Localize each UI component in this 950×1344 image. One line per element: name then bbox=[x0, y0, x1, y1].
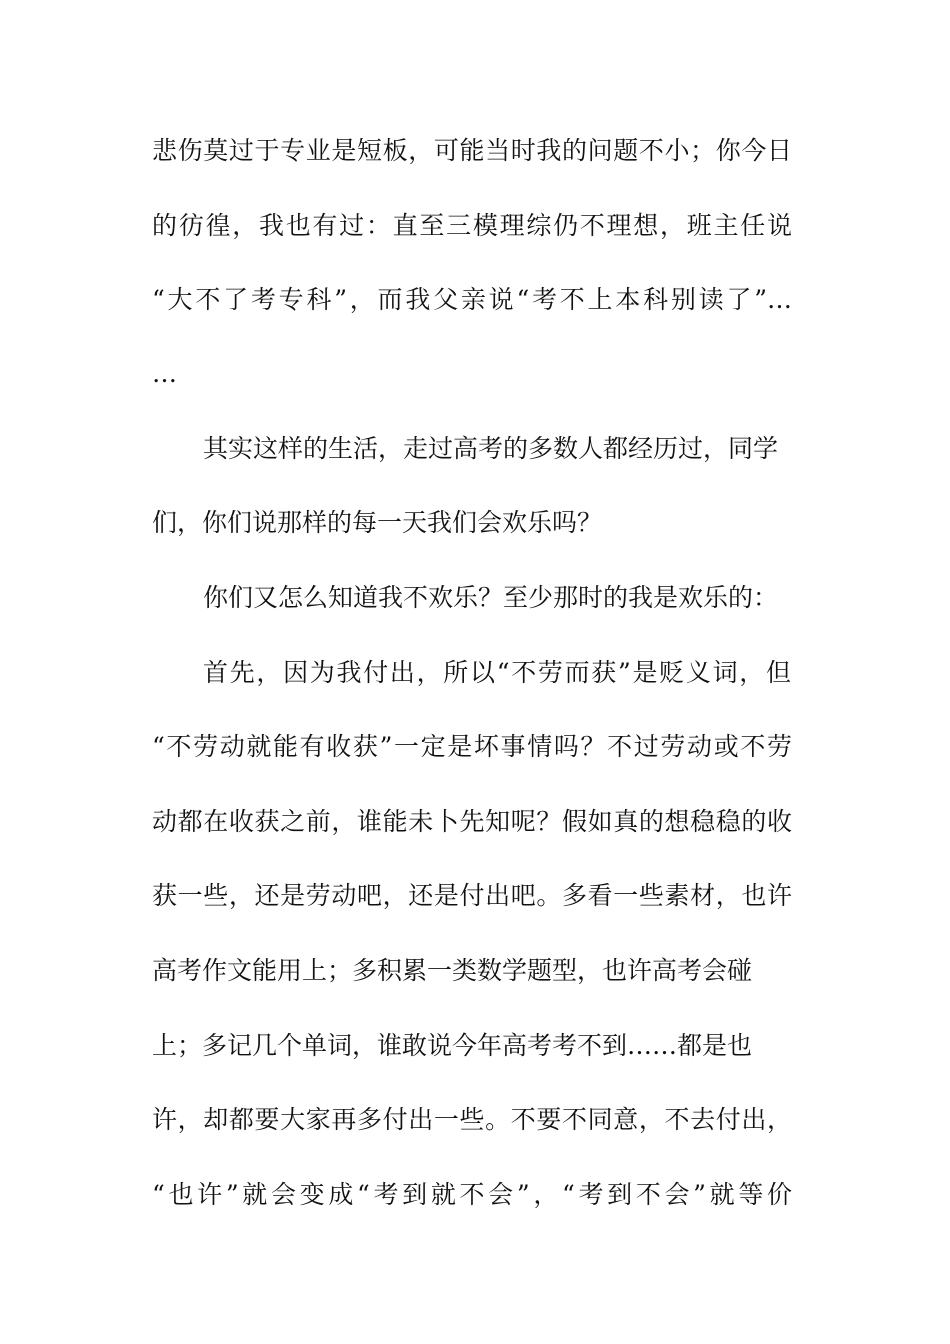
text-line-11: 获一些，还是劳动吧，还是付出吧。多看一些素材，也许 bbox=[152, 881, 792, 910]
text-line-14: 许，却都要大家再多付出一些。不要不同意，不去付出， bbox=[152, 1105, 792, 1134]
text-line-6: 们，你们说那样的每一天我们会欢乐吗？ bbox=[152, 508, 603, 537]
text-line-5: 其实这样的生活，走过高考的多数人都经历过，同学 bbox=[203, 434, 779, 463]
text-line-2: 的彷徨，我也有过：直至三模理综仍不理想，班主任说 bbox=[152, 211, 792, 240]
text-line-15: “也许”就会变成“考到就不会”，“考到不会”就等价 bbox=[152, 1180, 792, 1209]
text-line-4: … bbox=[152, 359, 177, 388]
text-line-8: 首先，因为我付出，所以“不劳而获”是贬义词，但 bbox=[203, 658, 791, 687]
text-line-7: 你们又怎么知道我不欢乐？至少那时的我是欢乐的： bbox=[203, 583, 779, 612]
text-line-3: “大不了考专科”，而我父亲说“考不上本科别读了”… bbox=[152, 285, 792, 314]
text-line-13: 上；多记几个单词，谁敢说今年高考考不到……都是也 bbox=[152, 1031, 753, 1060]
text-line-12: 高考作文能用上；多积累一类数学题型，也许高考会碰 bbox=[152, 956, 753, 985]
text-line-10: 动都在收获之前，谁能未卜先知呢？假如真的想稳稳的收 bbox=[152, 807, 792, 836]
text-line-9: “不劳动就能有收获”一定是坏事情吗？不过劳动或不劳 bbox=[152, 732, 792, 761]
text-line-1: 悲伤莫过于专业是短板，可能当时我的问题不小；你今日 bbox=[152, 136, 792, 165]
